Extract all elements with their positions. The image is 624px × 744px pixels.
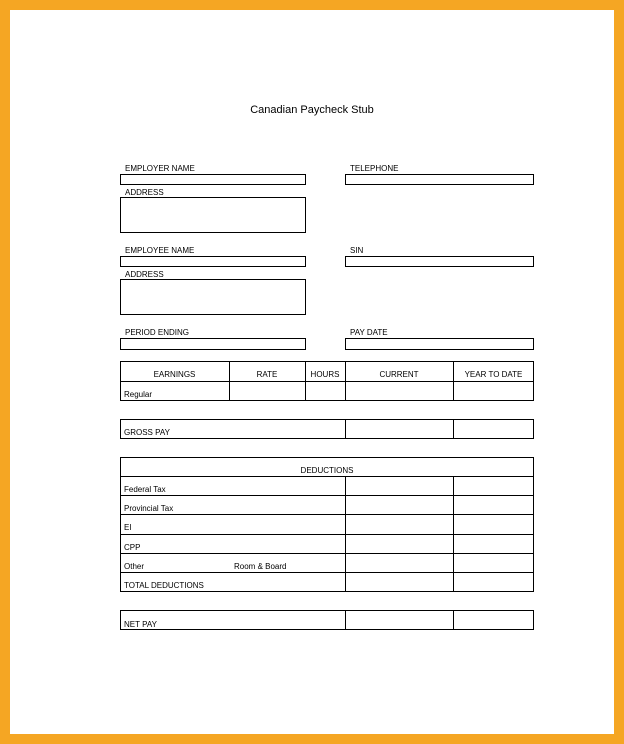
pay-date-label: PAY DATE: [350, 328, 388, 337]
sin-label: SIN: [350, 246, 364, 255]
telephone-label: TELEPHONE: [350, 164, 399, 173]
deductions-col-divider: [345, 476, 346, 592]
deductions-row-divider: [120, 553, 534, 554]
employee-address-label: ADDRESS: [125, 270, 164, 279]
period-ending-label: PERIOD ENDING: [125, 328, 190, 337]
gross-pay-row: [120, 419, 534, 439]
deductions-row-divider: [120, 476, 534, 477]
employer-address-label: ADDRESS: [125, 188, 164, 197]
gross-pay-label: GROSS PAY: [124, 428, 170, 437]
employee-address-field[interactable]: [120, 279, 306, 315]
deductions-row-divider: [120, 572, 534, 573]
employer-address-field[interactable]: [120, 197, 306, 233]
earnings-table-divider: [120, 381, 534, 382]
pay-date-field[interactable]: [345, 338, 534, 350]
period-ending-field[interactable]: [120, 338, 306, 350]
earnings-header: EARNINGS: [153, 370, 196, 379]
ei-label: EI: [124, 523, 132, 532]
room-and-board-label: Room & Board: [234, 562, 287, 571]
net-pay-divider: [345, 610, 346, 630]
employee-name-label: EMPLOYEE NAME: [125, 246, 195, 255]
telephone-field[interactable]: [345, 174, 534, 185]
document-title: Canadian Paycheck Stub: [250, 104, 374, 116]
earnings-col-divider: [229, 361, 230, 401]
year-to-date-header: YEAR TO DATE: [464, 370, 523, 379]
regular-earnings-label: Regular: [124, 390, 153, 399]
deductions-header: DEDUCTIONS: [300, 466, 354, 475]
net-pay-label: NET PAY: [124, 620, 157, 629]
earnings-col-divider: [305, 361, 306, 401]
provincial-tax-label: Provincial Tax: [124, 504, 174, 513]
gross-pay-divider: [453, 419, 454, 439]
employee-name-field[interactable]: [120, 256, 306, 267]
current-header: CURRENT: [379, 370, 419, 379]
other-label: Other: [124, 562, 145, 571]
paystub-page: [10, 10, 614, 734]
total-deductions-label: TOTAL DEDUCTIONS: [124, 581, 204, 590]
deductions-row-divider: [120, 495, 534, 496]
sin-field[interactable]: [345, 256, 534, 267]
deductions-row-divider: [120, 534, 534, 535]
net-pay-row: [120, 610, 534, 630]
deductions-col-divider: [453, 476, 454, 592]
net-pay-divider: [453, 610, 454, 630]
deductions-row-divider: [120, 514, 534, 515]
gross-pay-divider: [345, 419, 346, 439]
employer-name-label: EMPLOYER NAME: [125, 164, 195, 173]
earnings-col-divider: [345, 361, 346, 401]
employer-name-field[interactable]: [120, 174, 306, 185]
cpp-label: CPP: [124, 543, 141, 552]
rate-header: RATE: [256, 370, 278, 379]
hours-header: HOURS: [310, 370, 340, 379]
earnings-col-divider: [453, 361, 454, 401]
federal-tax-label: Federal Tax: [124, 485, 166, 494]
